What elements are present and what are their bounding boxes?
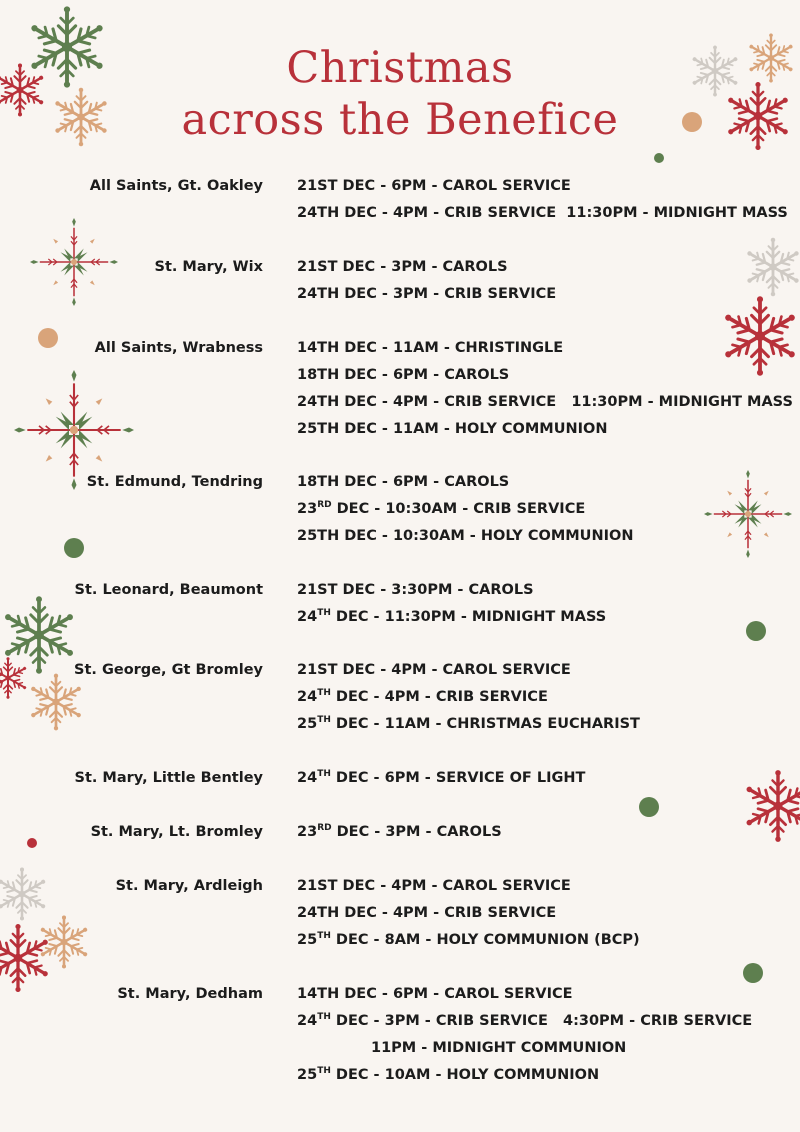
- service-day-suffix: RD: [317, 500, 332, 510]
- service-line: [297, 604, 606, 631]
- title-line-1: Christmas: [286, 43, 514, 93]
- service-line: 24TH DEC - 4PM - CRIB SERVICE: [297, 905, 557, 921]
- service-line: [297, 1062, 599, 1089]
- service-day-suffix: TH: [317, 931, 331, 941]
- service-detail: DEC - 10AM - HOLY COMMUNION: [330, 1067, 600, 1083]
- service-day-suffix: TH: [317, 688, 331, 698]
- decor-dot: [64, 538, 84, 558]
- service-line: 14TH DEC - 6PM - CAROL SERVICE: [297, 986, 573, 1002]
- star-ornament-icon: [704, 470, 792, 558]
- service-day: 25: [297, 1067, 318, 1083]
- service-line: [297, 496, 585, 523]
- service-day-suffix: TH: [317, 1066, 331, 1076]
- title-line-2: across the Benefice: [181, 95, 619, 145]
- service-line: 21ST DEC - 3:30PM - CAROLS: [297, 582, 534, 598]
- snowflake-red-icon: [740, 768, 800, 844]
- parish-name: All Saints, Wrabness: [94, 340, 263, 356]
- service-day: 23: [297, 501, 318, 517]
- service-day: 24: [297, 770, 318, 786]
- service-line: 24TH DEC - 3PM - CRIB SERVICE: [297, 286, 557, 302]
- service-day: 24: [297, 609, 318, 625]
- service-detail: DEC - 8AM - HOLY COMMUNION (BCP): [330, 932, 640, 948]
- page-title: [0, 42, 800, 146]
- service-day-suffix: TH: [317, 1012, 331, 1022]
- parish-name: St. Mary, Wix: [154, 259, 263, 275]
- service-line: 25TH DEC - 11AM - HOLY COMMUNION: [297, 421, 608, 437]
- snowflake-grey-icon: [742, 236, 800, 298]
- service-line: 25TH DEC - 10:30AM - HOLY COMMUNION: [297, 528, 634, 544]
- service-day: 25: [297, 932, 318, 948]
- service-day-suffix: RD: [317, 823, 332, 833]
- service-line: 18TH DEC - 6PM - CAROLS: [297, 474, 510, 490]
- service-line: [297, 819, 502, 846]
- decor-dot: [746, 621, 766, 641]
- service-detail: DEC - 6PM - SERVICE OF LIGHT: [330, 770, 586, 786]
- parish-name: St. Edmund, Tendring: [86, 474, 263, 490]
- service-day: 23: [297, 824, 318, 840]
- service-day: 24: [297, 689, 318, 705]
- service-line: 14TH DEC - 11AM - CHRISTINGLE: [297, 340, 564, 356]
- decor-dot: [654, 153, 664, 163]
- service-detail: DEC - 11AM - CHRISTMAS EUCHARIST: [330, 716, 640, 732]
- parish-name: St. Mary, Lt. Bromley: [90, 824, 263, 840]
- service-line: 18TH DEC - 6PM - CAROLS: [297, 367, 510, 383]
- service-line: [297, 711, 640, 738]
- service-detail: DEC - 3PM - CRIB SERVICE 4:30PM - CRIB SERVICE: [330, 1013, 753, 1029]
- service-line: 21ST DEC - 4PM - CAROL SERVICE: [297, 878, 571, 894]
- service-line: 21ST DEC - 3PM - CAROLS: [297, 259, 508, 275]
- parish-name: All Saints, Gt. Oakley: [89, 178, 263, 194]
- service-line: [297, 1008, 752, 1035]
- service-line: 24TH DEC - 4PM - CRIB SERVICE 11:30PM - MIDNIGHT MASS: [297, 205, 788, 221]
- service-line: [297, 927, 640, 954]
- service-day: 24: [297, 1013, 318, 1029]
- decor-dot: [639, 797, 659, 817]
- parish-name: St. Mary, Dedham: [117, 986, 263, 1002]
- service-detail: DEC - 3PM - CAROLS: [331, 824, 502, 840]
- decor-dot: [743, 963, 763, 983]
- service-day-suffix: TH: [317, 769, 331, 779]
- service-detail: DEC - 11:30PM - MIDNIGHT MASS: [330, 609, 607, 625]
- parish-name: St. Mary, Little Bentley: [74, 770, 263, 786]
- service-line: [297, 765, 585, 792]
- service-detail: DEC - 10:30AM - CRIB SERVICE: [331, 501, 586, 517]
- service-day-suffix: TH: [317, 608, 331, 618]
- parish-name: St. Leonard, Beaumont: [74, 582, 263, 598]
- service-line: 11PM - MIDNIGHT COMMUNION: [371, 1040, 627, 1056]
- service-line: 21ST DEC - 6PM - CAROL SERVICE: [297, 178, 571, 194]
- service-line: [297, 684, 548, 711]
- service-day: 25: [297, 716, 318, 732]
- snowflake-red-icon: [718, 294, 800, 378]
- service-detail: DEC - 4PM - CRIB SERVICE: [330, 689, 548, 705]
- service-line: 24TH DEC - 4PM - CRIB SERVICE 11:30PM - MIDNIGHT MASS: [297, 394, 793, 410]
- service-day-suffix: TH: [317, 715, 331, 725]
- parish-name: St. George, Gt Bromley: [74, 662, 263, 678]
- parish-name: St. Mary, Ardleigh: [115, 878, 263, 894]
- service-line: 21ST DEC - 4PM - CAROL SERVICE: [297, 662, 571, 678]
